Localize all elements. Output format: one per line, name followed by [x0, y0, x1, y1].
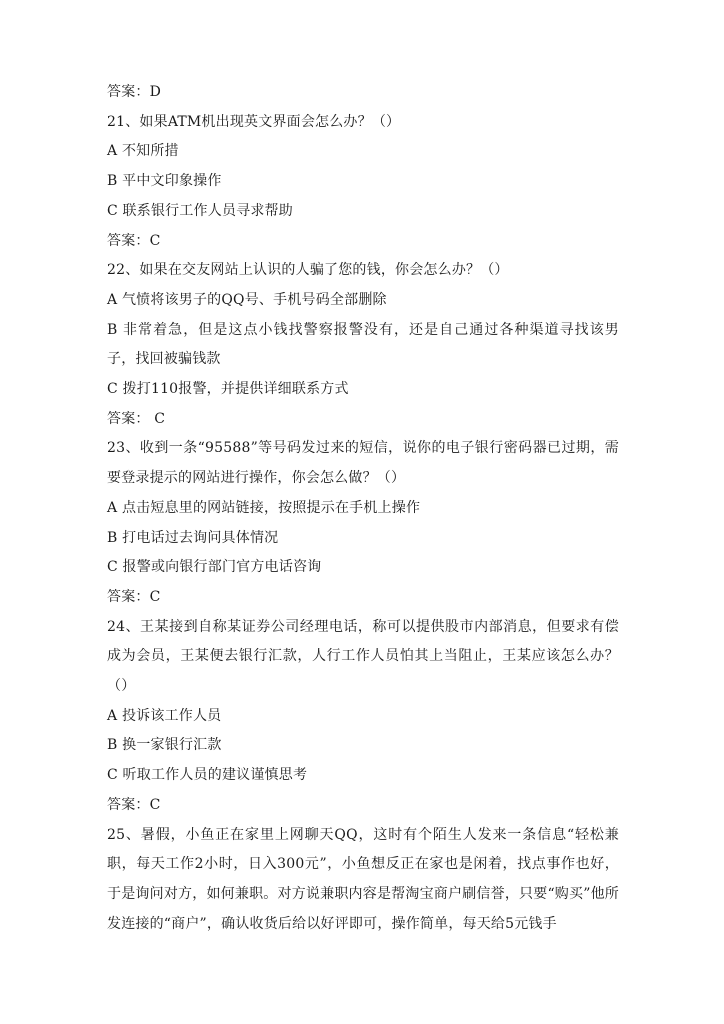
- question-21: 21、如果ATM机出现英文界面会怎么办？（）: [107, 113, 401, 130]
- option-line: A 气愤将该男子的QQ号、手机号码全部删除: [107, 291, 387, 308]
- option-line: C 听取工作人员的建议谨慎思考: [107, 767, 308, 784]
- option-line: B 非常着急，但是这点小钱找警察报警没有，还是自己通过各种渠道寻找该男子，找回被骗钱款: [107, 321, 619, 368]
- option-line: B 换一家银行汇款: [107, 737, 222, 754]
- option-line: B 平中文印象操作: [107, 173, 222, 190]
- question-24: 24、王某接到自称某证券公司经理电话，称可以提供股市内部消息，但要求有偿成为会员，王某便去银行汇款，人行工作人员怕其上当阻止，王某应该怎么办？（）: [107, 618, 619, 695]
- answer-line: 答案：C: [107, 796, 161, 813]
- option-line: A 不知所措: [107, 143, 179, 160]
- option-line: C 拨打110报警，并提供详细联系方式: [107, 381, 349, 398]
- answer-line: 答案：D: [107, 84, 162, 100]
- answer-line: 答案：C: [107, 232, 161, 249]
- document-page: [107, 78, 619, 939]
- option-line: A 投诉该工作人员: [107, 707, 222, 724]
- question-23: 23、收到一条“95588”等号码发过来的短信，说你的电子银行密码器已过期，需要登录提示的网站进行操作，你会怎么做？（）: [107, 440, 619, 487]
- option-line: A 点击短息里的网站链接，按照提示在手机上操作: [107, 499, 421, 516]
- answer-line: 答案：C: [107, 588, 161, 605]
- option-line: C 联系银行工作人员寻求帮助: [107, 202, 293, 219]
- option-line: B 打电话过去询问具体情况: [107, 529, 279, 546]
- option-line: C 报警或向银行部门官方电话咨询: [107, 559, 322, 576]
- answer-line: 答案： C: [107, 410, 166, 427]
- question-22: 22、如果在交友网站上认识的人骗了您的钱，你会怎么办？（）: [107, 262, 509, 279]
- question-25: 25、暑假，小鱼正在家里上网聊天QQ，这时有个陌生人发来一条信息“轻松兼职，每天工作2小时，日入300元”，小鱼想反正在家也是闲着，找点事作也好，于是询问对方，如何兼职。对方说兼职内容是帮淘宝商户刷信誉，只要“购买”他所发连接的“商户”，确认收货后给以好评即可，操作简单，每天给5元钱手: [107, 826, 619, 932]
